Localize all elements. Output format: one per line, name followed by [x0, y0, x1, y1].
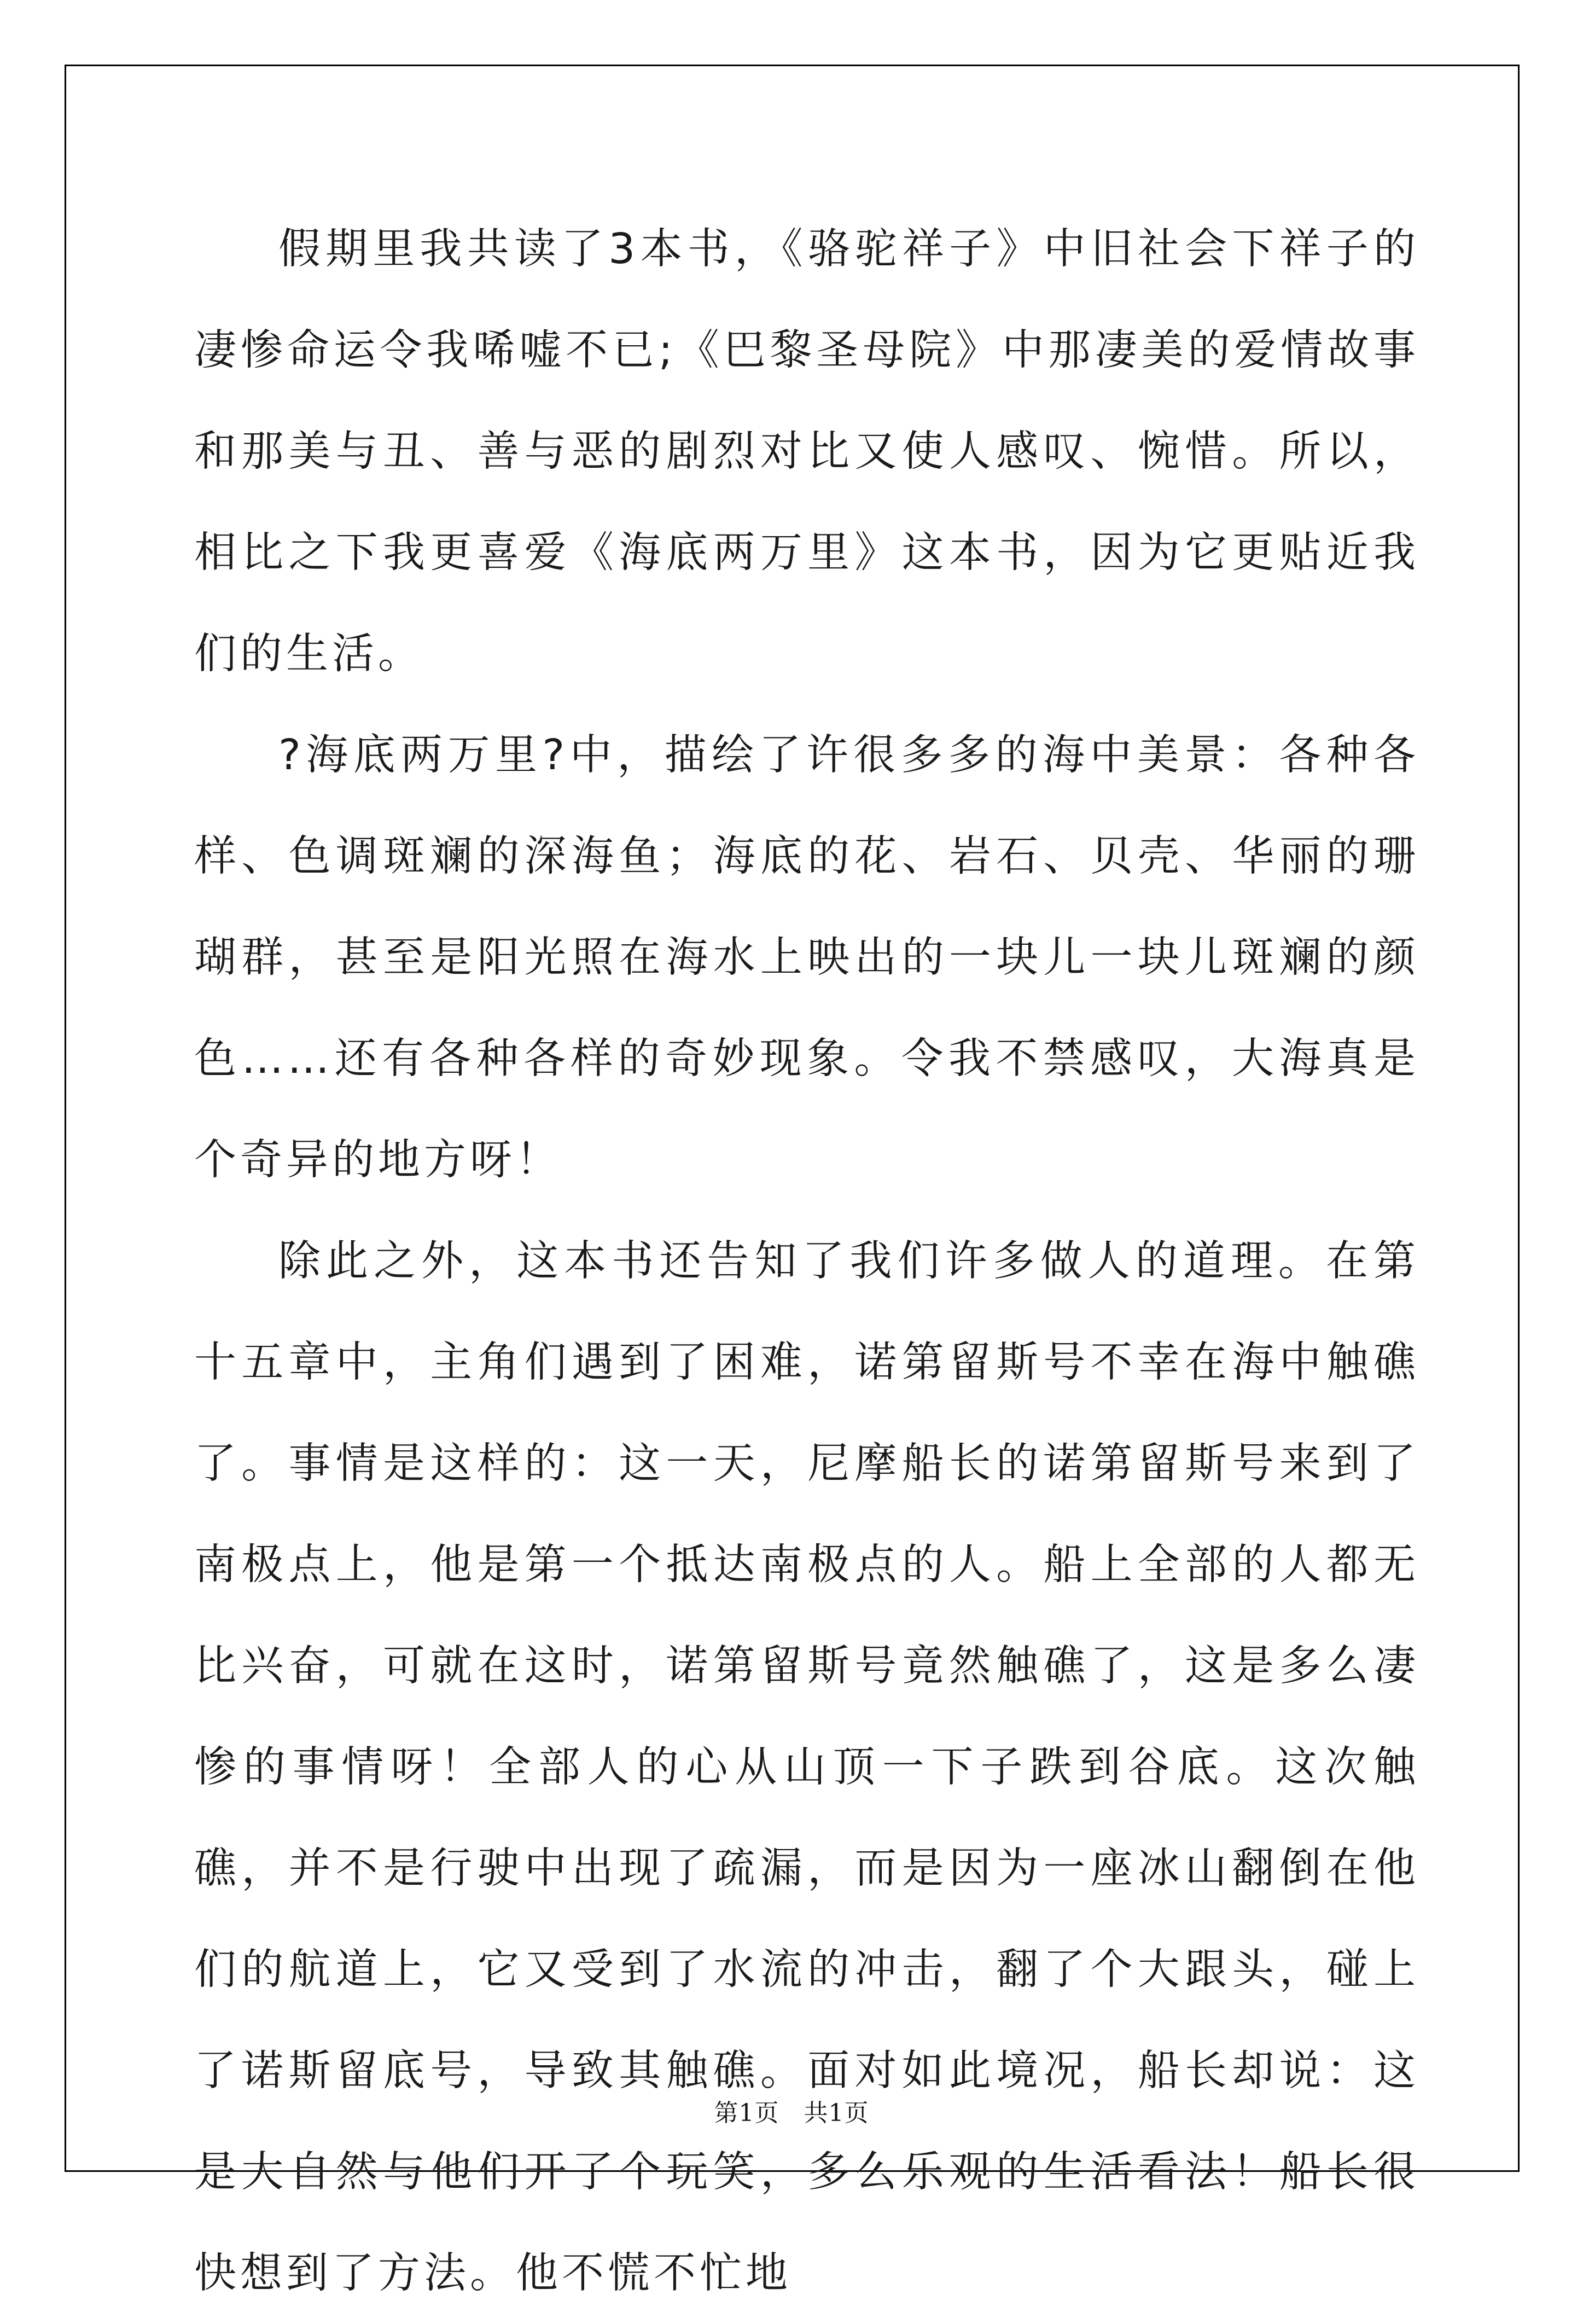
paragraph-2	[194, 705, 1419, 1211]
document-body	[194, 199, 1419, 2324]
page-number: 第1页 共1页	[714, 2099, 869, 2127]
paragraph-3	[194, 1211, 1419, 2324]
paragraph-3-text: 除此之外，这本书还告知了我们许多做人的道理。在第十五章中，主角们遇到了困难，诺第留斯号不幸在海中触礁了。事情是这样的：这一天，尼摩船长的诺第留斯号来到了南极点上，他是第一个抵达南极点的人。船上全部的人都无比兴奋，可就在这时，诺第留斯号竟然触礁了，这是多么凄惨的事情呀！全部人的心从山顶一下子跌到谷底。这次触礁，并不是行驶中出现了疏漏，而是因为一座冰山翻倒在他们的航道上，它又受到了水流的冲击，翻了个大跟头，碰上了诺斯留底号，导致其触礁。面对如此境况，船长却说：这是大自然与他们开了个玩笑，多么乐观的生活看法！船长很快想到了方法。他不慌不忙地	[194, 1237, 1419, 2298]
page-footer	[0, 2093, 1583, 2128]
paragraph-1-text: 假期里我共读了3本书，《骆驼祥子》中旧社会下祥子的凄惨命运令我唏嘘不已;《巴黎圣母院》中那凄美的爱情故事和那美与丑、善与恶的剧烈对比又使人感叹、惋惜。所以，相比之下我更喜爱《海底两万里》这本书，因为它更贴近我们的生活。	[194, 225, 1419, 678]
paragraph-1	[194, 199, 1419, 705]
paragraph-2-text: ?海底两万里?中，描绘了许很多多的海中美景：各种各样、色调斑斓的深海鱼；海底的花、岩石、贝壳、华丽的珊瑚群，甚至是阳光照在海水上映出的一块儿一块儿斑斓的颜色……还有各种各样的奇妙现象。令我不禁感叹，大海真是个奇异的地方呀！	[194, 731, 1419, 1184]
